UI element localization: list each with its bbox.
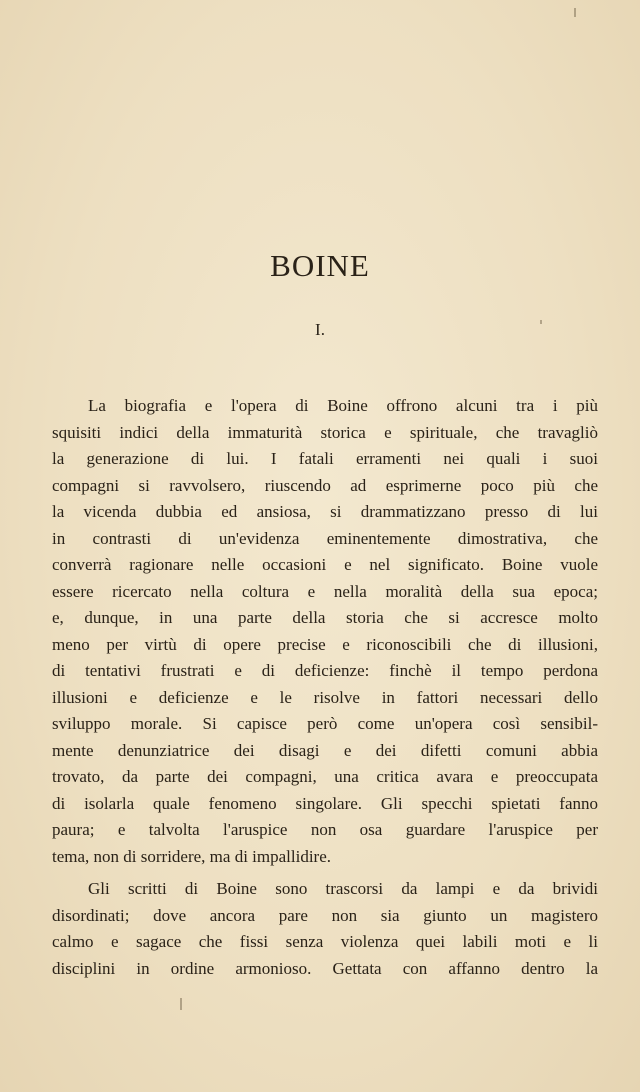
text-line: converrà ragionare nelle occasioni e nel significato. Boine vuole xyxy=(52,555,598,574)
paragraph-2 xyxy=(52,876,598,982)
text-line: Gli scritti di Boine sono trascorsi da lampi e da brividi xyxy=(88,879,598,898)
text-line: illusioni e deficienze e le risolve in fattori necessari dello xyxy=(52,687,598,707)
text-line: di tentativi frustrati e di deficienze: finchè il tempo perdona xyxy=(52,661,598,680)
text-line: disordinati; dove ancora pare non sia giunto un magistero xyxy=(52,905,598,925)
text-line: paura; e talvolta l'aruspice non osa guardare l'aruspice per xyxy=(52,820,598,839)
text-line: sviluppo morale. Si capisce però come un'opera così sensibil- xyxy=(52,714,598,733)
text-line: di isolarla quale fenomeno singolare. Gli specchi spietati fanno xyxy=(52,793,598,813)
text-line: La biografia e l'opera di Boine offrono alcuni tra i più xyxy=(88,396,598,415)
text-line: tema, non di sorridere, ma di impallidire. xyxy=(52,846,332,866)
text-line: la generazione di lui. I fatali erramenti nei quali i suoi xyxy=(52,449,598,468)
section-number: I. xyxy=(315,320,325,339)
page-speck xyxy=(180,998,182,1010)
text-line: la vicenda dubbia ed ansiosa, si drammatizzano presso di lui xyxy=(52,502,598,521)
text-line: essere ricercato nella coltura e nella moralità della sua epoca; xyxy=(52,581,598,601)
paragraph-1 xyxy=(52,393,598,870)
body-text xyxy=(52,393,598,982)
text-line: trovato, da parte dei compagni, una critica avara e preoccupata xyxy=(52,767,598,786)
page-speck xyxy=(574,8,576,17)
chapter-title: BOINE xyxy=(270,248,370,283)
text-line: in contrasti di un'evidenza eminentemente dimostrativa, che xyxy=(52,528,598,548)
text-line: meno per virtù di opere precise e riconoscibili che di illusioni, xyxy=(52,634,598,654)
text-line: compagni si ravvolsero, riuscendo ad esprimerne poco più che xyxy=(52,475,598,495)
text-line: e, dunque, in una parte della storia che si accresce molto xyxy=(52,608,598,627)
text-line: disciplini in ordine armonioso. Gettata con affanno dentro la xyxy=(52,958,598,978)
text-line: calmo e sagace che fissi senza violenza quei labili moti e li xyxy=(52,932,598,951)
text-line: squisiti indici della immaturità storica e spirituale, che travagliò xyxy=(52,422,598,442)
text-line: mente denunziatrice dei disagi e dei difetti comuni abbia xyxy=(52,740,598,760)
